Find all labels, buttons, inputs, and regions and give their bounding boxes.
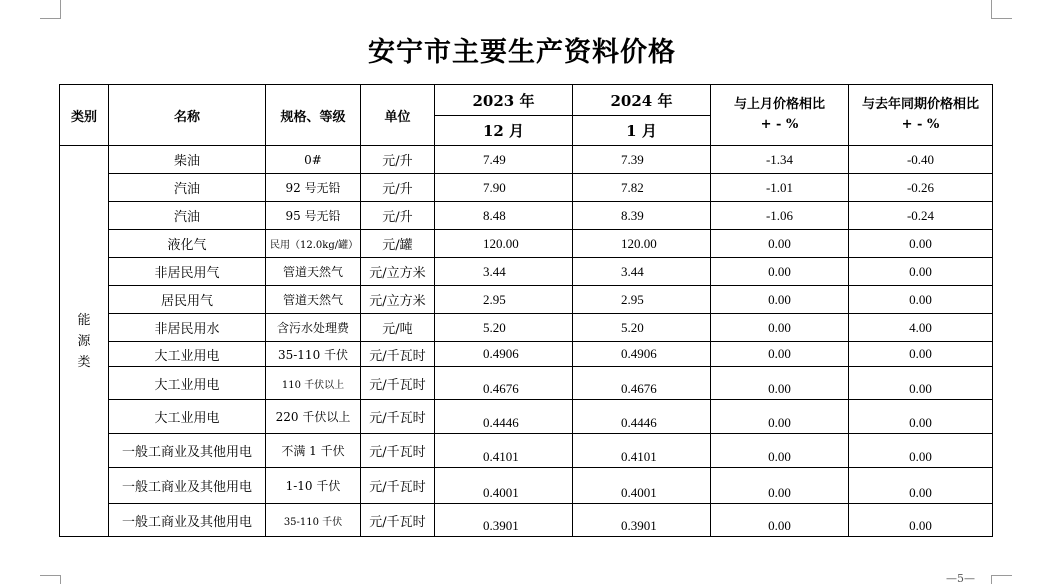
header-yoy-label: 与去年同期价格相比 [861, 97, 979, 112]
page-title: 安宁市主要生产资料价格 [368, 37, 676, 68]
price-2024-01: 120.00 [573, 230, 711, 258]
price-table [59, 84, 993, 537]
change-mom: 0.00 [711, 468, 849, 504]
table-row [60, 258, 993, 286]
change-mom: 0.00 [711, 314, 849, 342]
page-number: —5— [946, 572, 975, 585]
change-mom: 0.00 [711, 286, 849, 314]
header-unit: 单位 [361, 85, 435, 146]
header-yoy-unit: + - % [901, 117, 940, 132]
change-yoy: 0.00 [849, 434, 993, 468]
item-spec: 管道天然气 [266, 258, 361, 286]
change-yoy: 0.00 [849, 258, 993, 286]
price-2024-01: 7.82 [573, 174, 711, 202]
category-cell [60, 146, 109, 537]
change-yoy: -0.40 [849, 146, 993, 174]
change-yoy: -0.24 [849, 202, 993, 230]
item-name: 非居民用气 [109, 258, 266, 286]
item-name: 一般工商业及其他用电 [109, 504, 266, 537]
item-unit: 元/升 [361, 174, 435, 202]
header-month-1: 1 月 [573, 116, 711, 146]
change-mom: 0.00 [711, 400, 849, 434]
change-mom: 0.00 [711, 434, 849, 468]
item-spec: 管道天然气 [266, 286, 361, 314]
header-name: 名称 [109, 85, 266, 146]
item-unit: 元/升 [361, 146, 435, 174]
change-mom: 0.00 [711, 258, 849, 286]
price-2024-01: 0.4676 [573, 367, 711, 400]
price-2023-12: 5.20 [435, 314, 573, 342]
change-mom: 0.00 [711, 504, 849, 537]
price-2023-12: 0.4446 [435, 400, 573, 434]
item-spec: 95 号无铅 [266, 202, 361, 230]
price-2023-12: 0.4001 [435, 468, 573, 504]
table-row [60, 146, 993, 174]
change-yoy: 0.00 [849, 342, 993, 367]
header-year-2024: 2024 年 [573, 85, 711, 116]
header-spec: 规格、等级 [266, 85, 361, 146]
item-spec: 含污水处理费 [266, 314, 361, 342]
price-2024-01: 0.4101 [573, 434, 711, 468]
item-spec: 35-110 千伏 [266, 342, 361, 367]
change-yoy: 0.00 [849, 230, 993, 258]
item-spec: 110 千伏以上 [266, 367, 361, 400]
price-2023-12: 0.4101 [435, 434, 573, 468]
price-2023-12: 7.90 [435, 174, 573, 202]
item-unit: 元/吨 [361, 314, 435, 342]
item-unit: 元/立方米 [361, 286, 435, 314]
item-spec: 0# [266, 146, 361, 174]
price-2024-01: 0.4906 [573, 342, 711, 367]
item-name: 一般工商业及其他用电 [109, 434, 266, 468]
price-2023-12: 0.3901 [435, 504, 573, 537]
change-mom: 0.00 [711, 230, 849, 258]
table-row [60, 367, 993, 400]
item-name: 液化气 [109, 230, 266, 258]
change-yoy: 0.00 [849, 400, 993, 434]
price-2024-01: 3.44 [573, 258, 711, 286]
table-row [60, 434, 993, 468]
item-unit: 元/千瓦时 [361, 434, 435, 468]
price-2023-12: 0.4676 [435, 367, 573, 400]
header-year-2023: 2023 年 [435, 85, 573, 116]
table-row [60, 342, 993, 367]
header-mom-unit: + - % [760, 117, 799, 132]
table-body [60, 146, 993, 537]
header-yoy [849, 85, 993, 146]
table-row [60, 468, 993, 504]
table-row [60, 314, 993, 342]
price-2023-12: 8.48 [435, 202, 573, 230]
table-row [60, 202, 993, 230]
change-mom: -1.34 [711, 146, 849, 174]
price-2023-12: 7.49 [435, 146, 573, 174]
item-name: 汽油 [109, 174, 266, 202]
price-2024-01: 5.20 [573, 314, 711, 342]
change-mom: -1.06 [711, 202, 849, 230]
item-spec: 92 号无铅 [266, 174, 361, 202]
change-mom: -1.01 [711, 174, 849, 202]
change-yoy: 0.00 [849, 468, 993, 504]
item-name: 非居民用水 [109, 314, 266, 342]
item-unit: 元/千瓦时 [361, 400, 435, 434]
item-name: 汽油 [109, 202, 266, 230]
price-2024-01: 2.95 [573, 286, 711, 314]
item-name: 居民用气 [109, 286, 266, 314]
margin-mark-top-right [991, 0, 1012, 19]
price-2023-12: 0.4906 [435, 342, 573, 367]
margin-mark-top-left [40, 0, 61, 19]
item-unit: 元/立方米 [361, 258, 435, 286]
change-yoy: 0.00 [849, 286, 993, 314]
header-mom [711, 85, 849, 146]
price-2023-12: 2.95 [435, 286, 573, 314]
item-unit: 元/千瓦时 [361, 468, 435, 504]
change-yoy: 0.00 [849, 367, 993, 400]
item-unit: 元/千瓦时 [361, 504, 435, 537]
price-2024-01: 0.4446 [573, 400, 711, 434]
item-unit: 元/升 [361, 202, 435, 230]
change-mom: 0.00 [711, 367, 849, 400]
item-unit: 元/千瓦时 [361, 367, 435, 400]
table-row [60, 400, 993, 434]
item-spec: 1-10 千伏 [266, 468, 361, 504]
price-2023-12: 120.00 [435, 230, 573, 258]
price-2024-01: 7.39 [573, 146, 711, 174]
item-unit: 元/罐 [361, 230, 435, 258]
item-name: 一般工商业及其他用电 [109, 468, 266, 504]
item-name: 大工业用电 [109, 342, 266, 367]
item-name: 大工业用电 [109, 400, 266, 434]
table-row [60, 230, 993, 258]
change-yoy: 0.00 [849, 504, 993, 537]
category-label: 能源类 [77, 312, 91, 370]
header-month-12: 12 月 [435, 116, 573, 146]
header-category: 类别 [60, 85, 109, 146]
item-spec: 220 千伏以上 [266, 400, 361, 434]
table-row [60, 504, 993, 537]
item-name: 大工业用电 [109, 367, 266, 400]
item-name: 柴油 [109, 146, 266, 174]
item-spec: 35-110 千伏 [266, 504, 361, 537]
header-mom-label: 与上月价格相比 [733, 97, 825, 112]
item-spec: 民用（12.0kg/罐） [266, 230, 361, 258]
change-yoy: -0.26 [849, 174, 993, 202]
price-2024-01: 8.39 [573, 202, 711, 230]
change-yoy: 4.00 [849, 314, 993, 342]
item-unit: 元/千瓦时 [361, 342, 435, 367]
table-row [60, 174, 993, 202]
change-mom: 0.00 [711, 342, 849, 367]
price-2024-01: 0.3901 [573, 504, 711, 537]
price-2024-01: 0.4001 [573, 468, 711, 504]
price-2023-12: 3.44 [435, 258, 573, 286]
item-spec: 不满 1 千伏 [266, 434, 361, 468]
table-row [60, 286, 993, 314]
